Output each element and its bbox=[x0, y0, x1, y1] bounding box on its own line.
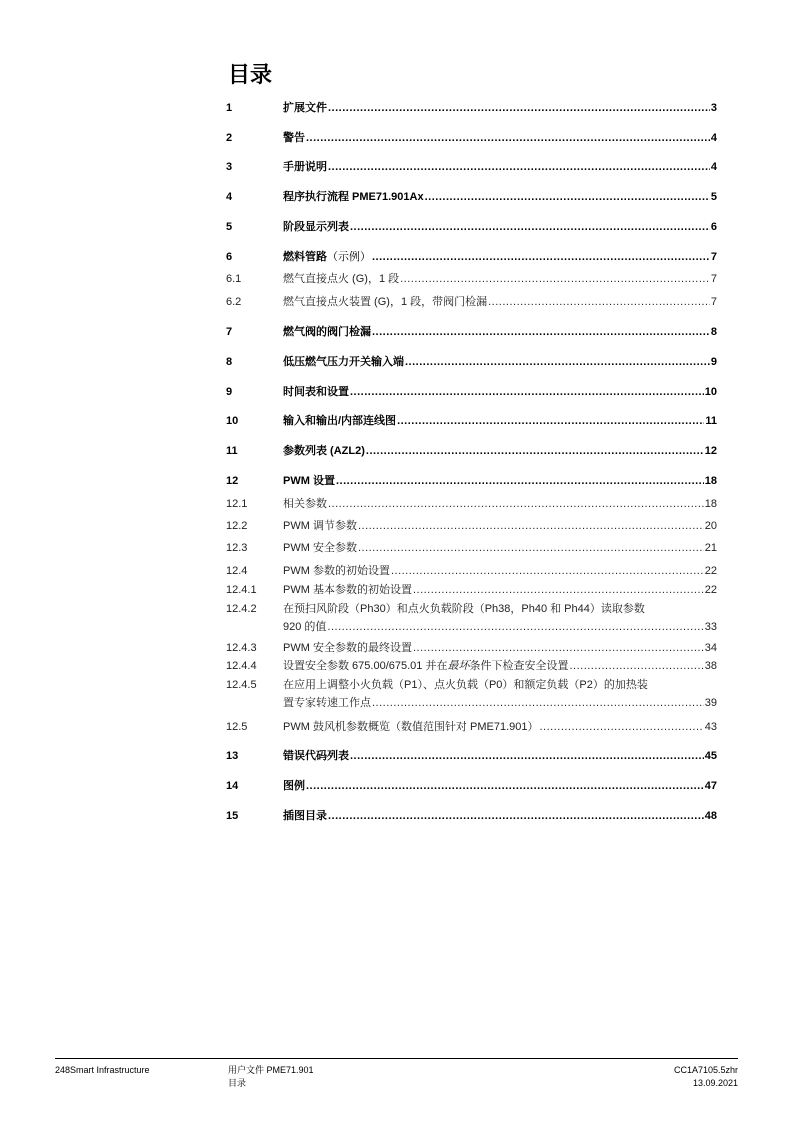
toc-entry[interactable] bbox=[226, 719, 717, 735]
toc-entry-page: 10 bbox=[704, 386, 717, 398]
toc-entry-page: 47 bbox=[704, 780, 717, 792]
dot-leader bbox=[405, 354, 710, 370]
toc-entry[interactable] bbox=[226, 100, 717, 116]
toc-entry-title: 时间表和设置 bbox=[283, 386, 349, 398]
toc-entry-title: 燃气直接点火 (G)，1 段 bbox=[283, 273, 400, 285]
dot-leader bbox=[569, 658, 703, 674]
dot-leader bbox=[391, 563, 704, 579]
toc-entry-title: 手册说明 bbox=[283, 161, 327, 173]
toc-entry-page: 7 bbox=[710, 296, 717, 308]
toc-entry-page: 48 bbox=[704, 810, 717, 822]
toc-entry-title: 在预扫风阶段（Ph30）和点火负载阶段（Ph38，Ph40 和 Ph44）读取参数 bbox=[283, 603, 645, 615]
toc-entry-title: 阶段显示列表 bbox=[283, 221, 349, 233]
dot-leader bbox=[350, 748, 704, 764]
footer-company: 248Smart Infrastructure bbox=[55, 1065, 150, 1075]
toc-entry-page: 5 bbox=[710, 191, 717, 203]
toc-entry-page: 38 bbox=[704, 660, 717, 672]
toc-entry-page: 8 bbox=[710, 326, 717, 338]
toc-entry-page: 20 bbox=[704, 520, 717, 532]
toc-entry-title-suffix: （示例） bbox=[327, 251, 371, 263]
toc-entry-title: 燃气直接点火装置 (G)，1 段，带阀门检漏 bbox=[283, 296, 488, 308]
toc-entry-number: 12.3 bbox=[226, 542, 248, 554]
dot-leader bbox=[328, 496, 704, 512]
toc-entry-title: PWM 安全参数 bbox=[283, 542, 357, 554]
toc-entry-number: 3 bbox=[226, 161, 233, 173]
toc-entry-page: 7 bbox=[710, 273, 717, 285]
toc-entry[interactable] bbox=[226, 443, 717, 459]
toc-entry[interactable] bbox=[226, 563, 717, 579]
dot-leader bbox=[358, 540, 704, 556]
dot-leader bbox=[488, 294, 710, 310]
toc-entry-title: PWM 调节参数 bbox=[283, 520, 357, 532]
dot-leader bbox=[413, 582, 704, 598]
toc-entry[interactable] bbox=[226, 271, 717, 287]
toc-entry-title: PWM 基本参数的初始设置 bbox=[283, 584, 412, 596]
toc-entry-title: 在应用上调整小火负载（P1）、点火负载（P0）和额定负载（P2）的加热装 bbox=[283, 679, 648, 691]
toc-entry[interactable] bbox=[226, 159, 717, 175]
dot-leader bbox=[400, 271, 710, 287]
toc-entry[interactable] bbox=[226, 658, 717, 674]
toc-entry-page: 12 bbox=[704, 445, 717, 457]
toc-entry-number: 12.4.4 bbox=[226, 660, 257, 672]
toc-entry-title-italic: 最坏 bbox=[447, 660, 470, 672]
toc-entry-page: 4 bbox=[710, 132, 717, 144]
toc-entry-number: 12.2 bbox=[226, 520, 248, 532]
toc-entry[interactable] bbox=[226, 219, 717, 235]
dot-leader bbox=[328, 100, 710, 116]
toc-entry-number: 14 bbox=[226, 780, 239, 792]
toc-entry-title: PWM 参数的初始设置 bbox=[283, 565, 390, 577]
toc-entry[interactable] bbox=[226, 473, 717, 489]
toc-entry-number: 12.4.5 bbox=[226, 679, 257, 691]
dot-leader bbox=[350, 219, 710, 235]
toc-entry-number: 6.1 bbox=[226, 273, 242, 285]
toc-entry-title: 扩展文件 bbox=[283, 102, 327, 114]
toc-entry[interactable] bbox=[226, 324, 717, 340]
toc-entry-number: 13 bbox=[226, 750, 239, 762]
dot-leader bbox=[372, 695, 704, 711]
toc-entry-title: 参数列表 (AZL2) bbox=[283, 445, 365, 457]
dot-leader bbox=[372, 249, 710, 265]
footer-doc-code: CC1A7105.5zhr bbox=[673, 1065, 738, 1075]
toc-entry-number: 12.4 bbox=[226, 565, 248, 577]
toc-entry[interactable] bbox=[226, 518, 717, 534]
toc-entry-title: 程序执行流程 PME71.901Ax bbox=[283, 191, 424, 203]
footer-section: 目录 bbox=[228, 1078, 247, 1088]
toc-entry-title: 插图目录 bbox=[283, 810, 327, 822]
footer-date: 13.09.2021 bbox=[692, 1078, 738, 1088]
toc-entry-page: 7 bbox=[710, 251, 717, 263]
dot-leader bbox=[366, 443, 704, 459]
toc-entry-page: 18 bbox=[704, 498, 717, 510]
dot-leader bbox=[539, 719, 703, 735]
toc-entry[interactable] bbox=[226, 778, 717, 794]
toc-entry-number: 6 bbox=[226, 251, 233, 263]
toc-entry[interactable] bbox=[226, 601, 717, 633]
toc-entry-number: 11 bbox=[226, 445, 238, 457]
toc-entry-title: 错误代码列表 bbox=[283, 750, 349, 762]
toc-entry[interactable] bbox=[226, 130, 717, 146]
toc-entry-page: 33 bbox=[704, 621, 717, 633]
toc-entry[interactable] bbox=[226, 496, 717, 512]
toc-entry[interactable] bbox=[226, 582, 717, 598]
toc-entry-title: 图例 bbox=[283, 780, 305, 792]
dot-leader bbox=[306, 130, 710, 146]
toc-entry-page: 22 bbox=[704, 584, 717, 596]
toc-entry-page: 43 bbox=[704, 721, 717, 733]
footer-document: 用户文件 PME71.901 bbox=[228, 1065, 314, 1075]
toc-entry-title-continued: 置专家转速工作点 bbox=[283, 697, 371, 709]
toc-entry-page: 9 bbox=[710, 356, 717, 368]
toc-entry-title: 相关参数 bbox=[283, 498, 327, 510]
dot-leader bbox=[328, 808, 704, 824]
toc-entry-number: 12.4.3 bbox=[226, 642, 257, 654]
toc-entry[interactable] bbox=[226, 189, 717, 205]
toc-entry[interactable] bbox=[226, 413, 717, 429]
toc-entry-number: 9 bbox=[226, 386, 233, 398]
dot-leader bbox=[425, 189, 710, 205]
toc-entry[interactable] bbox=[226, 540, 717, 556]
toc-entry-number: 8 bbox=[226, 356, 233, 368]
dot-leader bbox=[372, 324, 710, 340]
toc-entry-number: 6.2 bbox=[226, 296, 242, 308]
toc-entry-number: 12.4.1 bbox=[226, 584, 257, 596]
footer-divider bbox=[55, 1058, 738, 1059]
dot-leader bbox=[336, 473, 704, 489]
toc-entry-number: 7 bbox=[226, 326, 233, 338]
toc-entry[interactable] bbox=[226, 354, 717, 370]
toc-entry[interactable] bbox=[226, 294, 717, 310]
toc-entry-title: 输入和输出/内部连线图 bbox=[283, 415, 397, 427]
toc-entry-page: 39 bbox=[704, 697, 717, 709]
toc-entry-number: 10 bbox=[226, 415, 239, 427]
toc-entry-page: 18 bbox=[704, 475, 717, 487]
toc-entry-page: 11 bbox=[705, 415, 717, 427]
toc-entry-title: 燃料管路 bbox=[283, 251, 327, 263]
toc-entry-page: 45 bbox=[704, 750, 717, 762]
toc-entry-title: 低压燃气压力开关输入端 bbox=[283, 356, 404, 368]
toc-entry-page: 6 bbox=[710, 221, 717, 233]
toc-entry-title: 设置安全参数 675.00/675.01 并在 bbox=[283, 660, 448, 672]
page-title: 目录 bbox=[228, 62, 273, 87]
toc-entry-number: 4 bbox=[226, 191, 233, 203]
dot-leader bbox=[350, 384, 704, 400]
dot-leader bbox=[327, 619, 703, 635]
toc-entry-number: 15 bbox=[226, 810, 239, 822]
toc-entry-page: 4 bbox=[710, 161, 717, 173]
toc-entry[interactable] bbox=[226, 384, 717, 400]
toc-entry[interactable] bbox=[226, 808, 717, 824]
toc-entry-number: 12 bbox=[226, 475, 239, 487]
toc-entry[interactable] bbox=[226, 640, 717, 656]
toc-entry-title: PWM 设置 bbox=[283, 475, 335, 487]
toc-entry-title: PWM 安全参数的最终设置 bbox=[283, 642, 412, 654]
toc-entry-number: 12.1 bbox=[226, 498, 248, 510]
toc-entry-page: 3 bbox=[710, 102, 717, 114]
toc-entry-page: 22 bbox=[704, 565, 717, 577]
toc-entry-title-continued: 920 的值 bbox=[283, 621, 327, 633]
dot-leader bbox=[306, 778, 704, 794]
toc-entry[interactable] bbox=[226, 748, 717, 764]
toc-entry[interactable] bbox=[226, 249, 717, 265]
toc-entry-number: 2 bbox=[226, 132, 233, 144]
dot-leader bbox=[397, 413, 704, 429]
toc-entry-title: PWM 鼓风机参数概览（数值范围针对 PME71.901） bbox=[283, 721, 539, 733]
toc-entry-page: 34 bbox=[704, 642, 717, 654]
dot-leader bbox=[413, 640, 704, 656]
toc-entry-number: 12.5 bbox=[226, 721, 248, 733]
toc-entry-title: 警告 bbox=[283, 132, 305, 144]
toc-entry[interactable] bbox=[226, 677, 717, 709]
toc-entry-title: 燃气阀的阀门检漏 bbox=[283, 326, 371, 338]
toc-entry-number: 5 bbox=[226, 221, 233, 233]
toc-entry-number: 1 bbox=[226, 102, 233, 114]
toc-entry-number: 12.4.2 bbox=[226, 603, 257, 615]
toc-entry-title-after: 条件下检查安全设置 bbox=[469, 660, 569, 672]
dot-leader bbox=[328, 159, 710, 175]
toc-entry-page: 21 bbox=[704, 542, 717, 554]
dot-leader bbox=[358, 518, 704, 534]
